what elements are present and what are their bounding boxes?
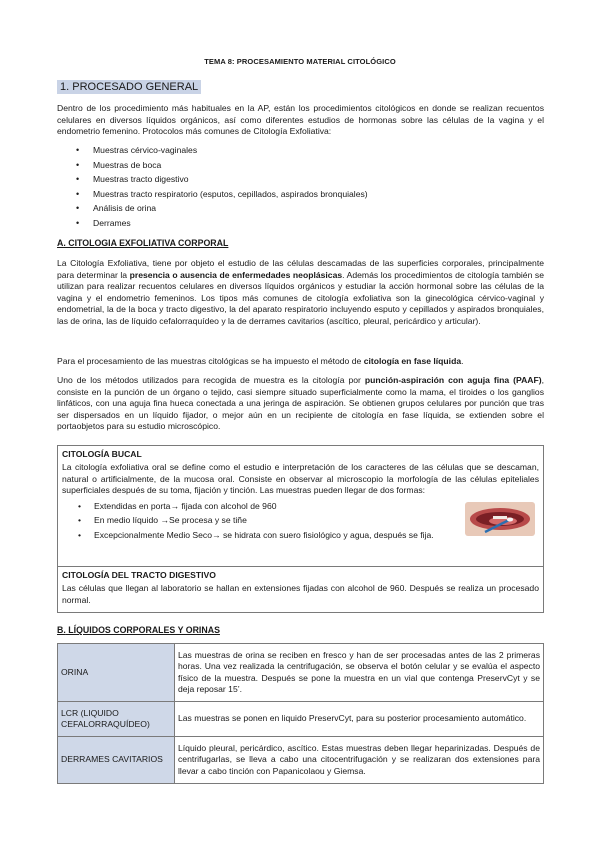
citologia-bucal-heading: CITOLOGÍA BUCAL <box>62 449 142 459</box>
paaf-paragraph: Uno de los métodos utilizados para recogida de muestra es la citología por punción-aspiración con aguja fina (PAAF), consiste en la punción de un órgano o tejido, casi siempre situado superficialmente como la mama, el tiroides o los ganglios linfáticos, con una aguja fina hueca conectada a una jeringa de aspiración. Se obtienen grupos celulares por punción que tras ser dispersados en un líquido fijador, o mejor aún en un recipiente de citología en fase líquida, se extienden sobre el portaobjetos para su estudio microscópico. <box>57 375 544 432</box>
protocol-list <box>76 143 368 231</box>
intro-paragraph: Dentro de los procedimiento más habituales en la AP, están los procedimientos citológicos en donde se realizan recuentos celulares en diversos líquidos orgánicos, así como diferentes estudios de hormonas sobre las células de la vagina y el endometrio femenino. Protocolos más comunes de Citología Exfoliativa: <box>57 103 544 137</box>
table-cell-text: Líquido pleural, pericárdico, ascítico. Estas muestras deben llegar heparinizadas. Después de centrifugarlas, se lleva a cabo una citocentrifugación y se realizaran dos extensiones para llevar a cabo tinción con Papanicolaou y Giemsa. <box>175 737 544 784</box>
list-item: • Muestras tracto digestivo <box>76 172 368 187</box>
list-item: • Muestras tracto respiratorio (esputos, cepillados, aspirados bronquiales) <box>76 187 368 202</box>
table-cell-text: Las muestras de orina se reciben en fresco y han de ser procesadas antes de las 2 primeras horas. Una vez realizada la centrifugación, se observa el botón celular y se evalúa el aspecto físico de la muestra. Después se pone la muestra en un vial que contenga PreservCyt y se deja reposar 15’. <box>175 644 544 702</box>
table-cell-label: LCR (LIQUIDO CEFALORRAQUÍDEO) <box>58 702 175 737</box>
section-heading-liquidos: B. LÍQUIDOS CORPORALES Y ORINAS <box>57 625 220 635</box>
citologia-bucal-box <box>57 445 544 567</box>
section-heading-procesado-general: 1. PROCESADO GENERAL <box>57 80 201 94</box>
document-title: TEMA 8: PROCESAMIENTO MATERIAL CITOLÓGICO <box>204 57 396 66</box>
liquidos-table <box>57 643 544 784</box>
table-cell-label: ORINA <box>58 644 175 702</box>
table-row <box>58 702 544 737</box>
list-item: • Muestras de boca <box>76 158 368 173</box>
citologia-digestivo-heading: CITOLOGÍA DEL TRACTO DIGESTIVO <box>62 570 216 580</box>
exfoliativa-paragraph: La Citología Exfoliativa, tiene por objeto el estudio de las células descamadas de las superficies corporales, principalmente para determinar la presencia o ausencia de enfermedades neoplásicas. Además los procedimientos de citología también se utilizan para realizar recuentos celulares en diversos líquidos orgánicos y estudiar la acción hormonal sobre las células de la vagina y el endometrio femeninos. Los tipos más comunes de citología exfoliativa son la ginecológica cérvico-vaginal y endometrial, la de la boca y tracto digestivo, la del aparato respiratorio incluyendo esputo y cepillados y aspirados bronquiales, las de orina, las de líquido cefalorraquídeo y la de derrames cavitarios (ascítico, pleural, pericárdico y articular). <box>57 258 544 326</box>
list-item: • Muestras cérvico-vaginales <box>76 143 368 158</box>
oral-swab-photo <box>465 502 535 536</box>
fase-liquida-paragraph: Para el procesamiento de las muestras citológicas se ha impuesto el método de citología en fase líquida. <box>57 356 464 366</box>
list-item: • Derrames <box>76 216 368 231</box>
list-item: • Análisis de orina <box>76 201 368 216</box>
section-heading-citologia-exfoliativa: A. CITOLOGIA EXFOLIATIVA CORPORAL <box>57 238 229 248</box>
table-row <box>58 644 544 702</box>
table-cell-label: DERRAMES CAVITARIOS <box>58 737 175 784</box>
table-row <box>58 737 544 784</box>
table-cell-text: Las muestras se ponen en liquido PreservCyt, para su posterior procesamiento automático. <box>175 702 544 737</box>
citologia-digestivo-text: Las células que llegan al laboratorio se hallan en extensiones fijadas con alcohol de 960. Después se realiza un procesado normal. <box>62 583 539 605</box>
list-item: • Excepcionalmente Medio Seco→ se hidrata con suero fisiológico y agua, después se fija. <box>78 528 543 542</box>
citologia-digestivo-box <box>57 566 544 613</box>
citologia-bucal-text: La citología exfoliativa oral se define como el estudio e interpretación de los caracteres de las células que se descaman, natural o artificialmente, de la mucosa oral. Consiste en observar al microscopio la morfología de las células epiteliales superficiales después de su toma, fijación y tinción. Las muestras pueden llegar de dos formas: <box>62 462 539 496</box>
list-item: • En medio líquido →Se procesa y se tiñe <box>78 513 543 527</box>
list-item: • Extendidas en porta→ fijada con alcohol de 960 <box>78 499 543 513</box>
